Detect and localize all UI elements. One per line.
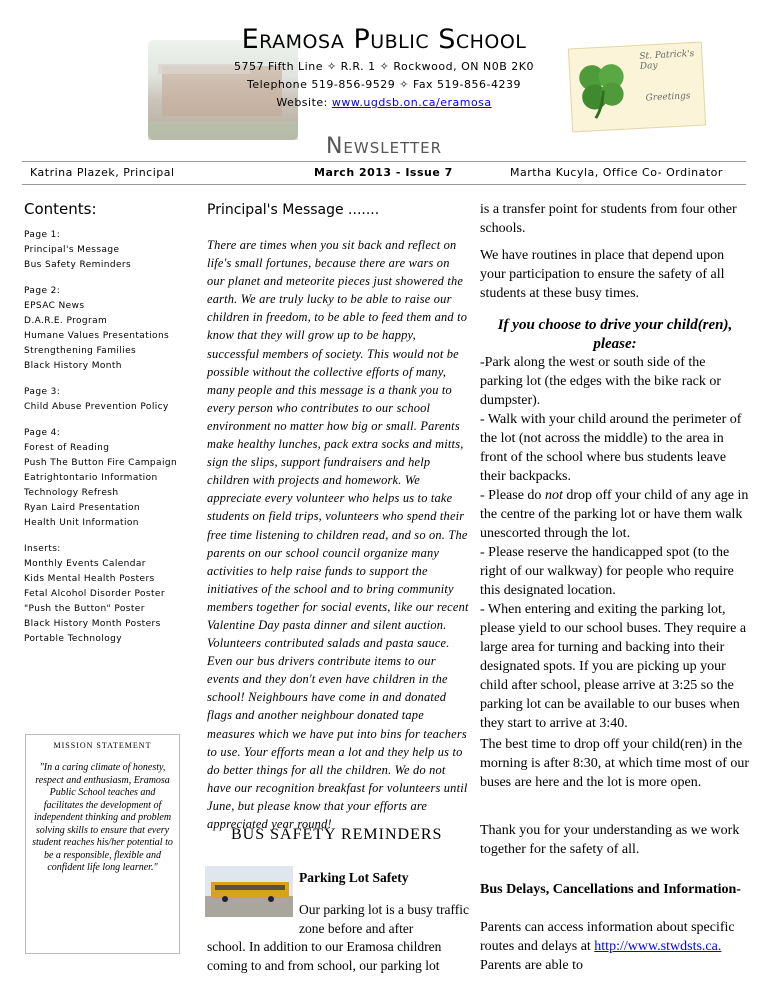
toc-group-page1 — [24, 228, 199, 273]
driving-instructions — [480, 353, 750, 733]
toc-page-label: Inserts: — [24, 544, 61, 554]
instruction-item: - Please do not drop off your child of any age in the centre of the parking lot or have them walk unescorted through the lot. — [480, 488, 749, 541]
toc-page-label: Page 3: — [24, 387, 61, 397]
toc-item: "Push the Button" Poster — [24, 604, 145, 614]
toc-item: Health Unit Information — [24, 518, 139, 528]
parking-lot-heading: Parking Lot Safety — [299, 870, 409, 885]
principal-message-heading: Principal's Message ....... — [207, 202, 380, 218]
issue-info: March 2013 - Issue 7 — [314, 166, 453, 179]
bus-delays-heading: Bus Delays, Cancellations and Information- — [480, 882, 741, 897]
toc-item: Bus Safety Reminders — [24, 260, 132, 270]
toc-group-inserts — [24, 542, 199, 647]
school-bus-photo — [205, 866, 293, 917]
principal-name: Katrina Plazek, Principal — [30, 166, 175, 179]
toc-item: Push The Button Fire Campaign — [24, 458, 178, 468]
instruction-item: - Please reserve the handicapped spot (to the right of our walkway) for people who require this designated location. — [480, 545, 734, 598]
instruction-item: -Park along the west or south side of the parking lot (the edges with the bike rack or dumpster). — [480, 355, 722, 408]
principal-message-body: There are times when you sit back and reflect on life's small fortunes, because there are wars on our planet and meteorite pieces just showered the earth. We are truly lucky to be able to raise our children in freedom, to be able to feed them and to know that they will grow up to be happy, successful members of society. This would not be possible without the collective efforts of many, many people and this message is a thank you to every person who contributes to our school environment no matter how big or small. Parents make healthy lunches, pack extra socks and mitts, sign the slips, support fundraisers and help children with projects and homework. We appreciate every volunteer who helps us to take students on field trips, volunteers who spend their free time listening to children read, and so on. The parents on our school council organize many activities to help raise funds to support the initiatives of the school and to bring community members together for social events, like our recent Valentine Day pasta dinner and silent auction. Volunteers contributed salads and pasta sauce. Even our bus drivers contribute items to our events and they don't even have children in the school! Neighbours have come in and donated flags and another neighbour donated tape measures which we have put into bins for teachers to use. Your efforts mean a lot and they help us to do better things for all the children. We do not have our recognition breakfast for volunteers until June, but please know that your efforts are appreciated year round! — [207, 238, 469, 831]
instruction-item: - When entering and exiting the parking lot, please yield to our school buses. They require a large area for turning and backing into their designated spots. If you are picking up your child after school, please arrive at 3:25 so the parking lot can be available to our buses when they start to arrive at 3:40. — [480, 602, 747, 731]
toc-item: Black History Month — [24, 361, 122, 371]
thanks-paragraph: Thank you for your understanding as we work together for the safety of all. — [480, 823, 740, 857]
school-phone: Telephone 519-856-9529 ✧ Fax 519-856-4239 — [247, 78, 521, 91]
toc-item: EPSAC News — [24, 301, 85, 311]
toc-group-page4 — [24, 426, 199, 531]
drive-heading: If you choose to drive your child(ren), please: — [497, 317, 733, 352]
toc-item: Eatrightontario Information — [24, 473, 158, 483]
website-link[interactable]: www.ugdsb.on.ca/eramosa — [331, 96, 492, 109]
toc-group-page3 — [24, 385, 199, 415]
best-time-paragraph: The best time to drop off your child(ren) in the morning is after 8:30, at which time most of our buses are here and the lot is more open. — [480, 737, 750, 790]
toc-item: Humane Values Presentations — [24, 331, 170, 341]
website-label: Website: — [276, 96, 328, 109]
toc-item: Child Abuse Prevention Policy — [24, 402, 169, 412]
shamrock-icon — [571, 56, 632, 121]
toc-item: Technology Refresh — [24, 488, 119, 498]
toc-item: Monthly Events Calendar — [24, 559, 146, 569]
toc-item: Ryan Laird Presentation — [24, 503, 141, 513]
mission-text: "In a caring climate of honesty, respect and enthusiasm, Eramosa Public School teaches and facilitates the development of independent thinking and problem solving skills to ensure that every student reaches his/her potential to be a responsible, flexible and confident life long learner." — [32, 762, 173, 873]
table-of-contents — [24, 228, 199, 658]
toc-group-page2 — [24, 284, 199, 374]
toc-item: Strengthening Families — [24, 346, 137, 356]
card-title: St. Patrick's Day — [639, 48, 695, 72]
card-greeting: Greetings — [645, 91, 691, 104]
toc-page-label: Page 2: — [24, 286, 61, 296]
instruction-item: - Walk with your child around the perimeter of the lot (not across the middle) to the area in front of the school where bus students leave their backpacks. — [480, 412, 742, 484]
routines-paragraph: We have routines in place that depend upon your participation to ensure the safety of all students at these busy times. — [480, 248, 725, 301]
toc-page-label: Page 4: — [24, 428, 61, 438]
header-rule-bottom — [22, 184, 746, 185]
parking-lot-intro-cont: school. In addition to our Eramosa children coming to and from school, our parking lot — [207, 939, 442, 973]
office-coordinator: Martha Kucyla, Office Co- Ordinator — [510, 166, 723, 179]
stwdsts-link[interactable]: http://www.stwdsts.ca. — [594, 939, 722, 954]
mission-heading: MISSION STATEMENT — [53, 741, 152, 750]
bus-safety-heading: BUS SAFETY REMINDERS — [231, 826, 443, 843]
toc-item: Fetal Alcohol Disorder Poster — [24, 589, 165, 599]
parking-lot-intro: Our parking lot is a busy traffic zone before and after — [299, 902, 469, 936]
toc-item: Black History Month Posters — [24, 619, 161, 629]
toc-item: D.A.R.E. Program — [24, 316, 108, 326]
school-address: 5757 Fifth Line ✧ R.R. 1 ✧ Rockwood, ON N0B 2K0 — [234, 60, 534, 73]
toc-item: Portable Technology — [24, 634, 122, 644]
bus-delays-text: Parents can access information about specific routes and delays at http://www.stwdsts.ca. Parents are able to — [480, 920, 735, 973]
parking-lot-continued: is a transfer point for students from four other schools. — [480, 202, 737, 236]
mission-statement-box — [25, 734, 180, 954]
st-patricks-card — [568, 42, 706, 133]
toc-item: Principal's Message — [24, 245, 120, 255]
contents-heading: Contents: — [24, 200, 97, 218]
header-rule-top — [22, 161, 746, 162]
toc-item: Kids Mental Health Posters — [24, 574, 155, 584]
toc-item: Forest of Reading — [24, 443, 110, 453]
school-name: Eramosa Public School — [241, 24, 527, 55]
newsletter-title: Newsletter — [325, 134, 443, 159]
toc-page-label: Page 1: — [24, 230, 61, 240]
